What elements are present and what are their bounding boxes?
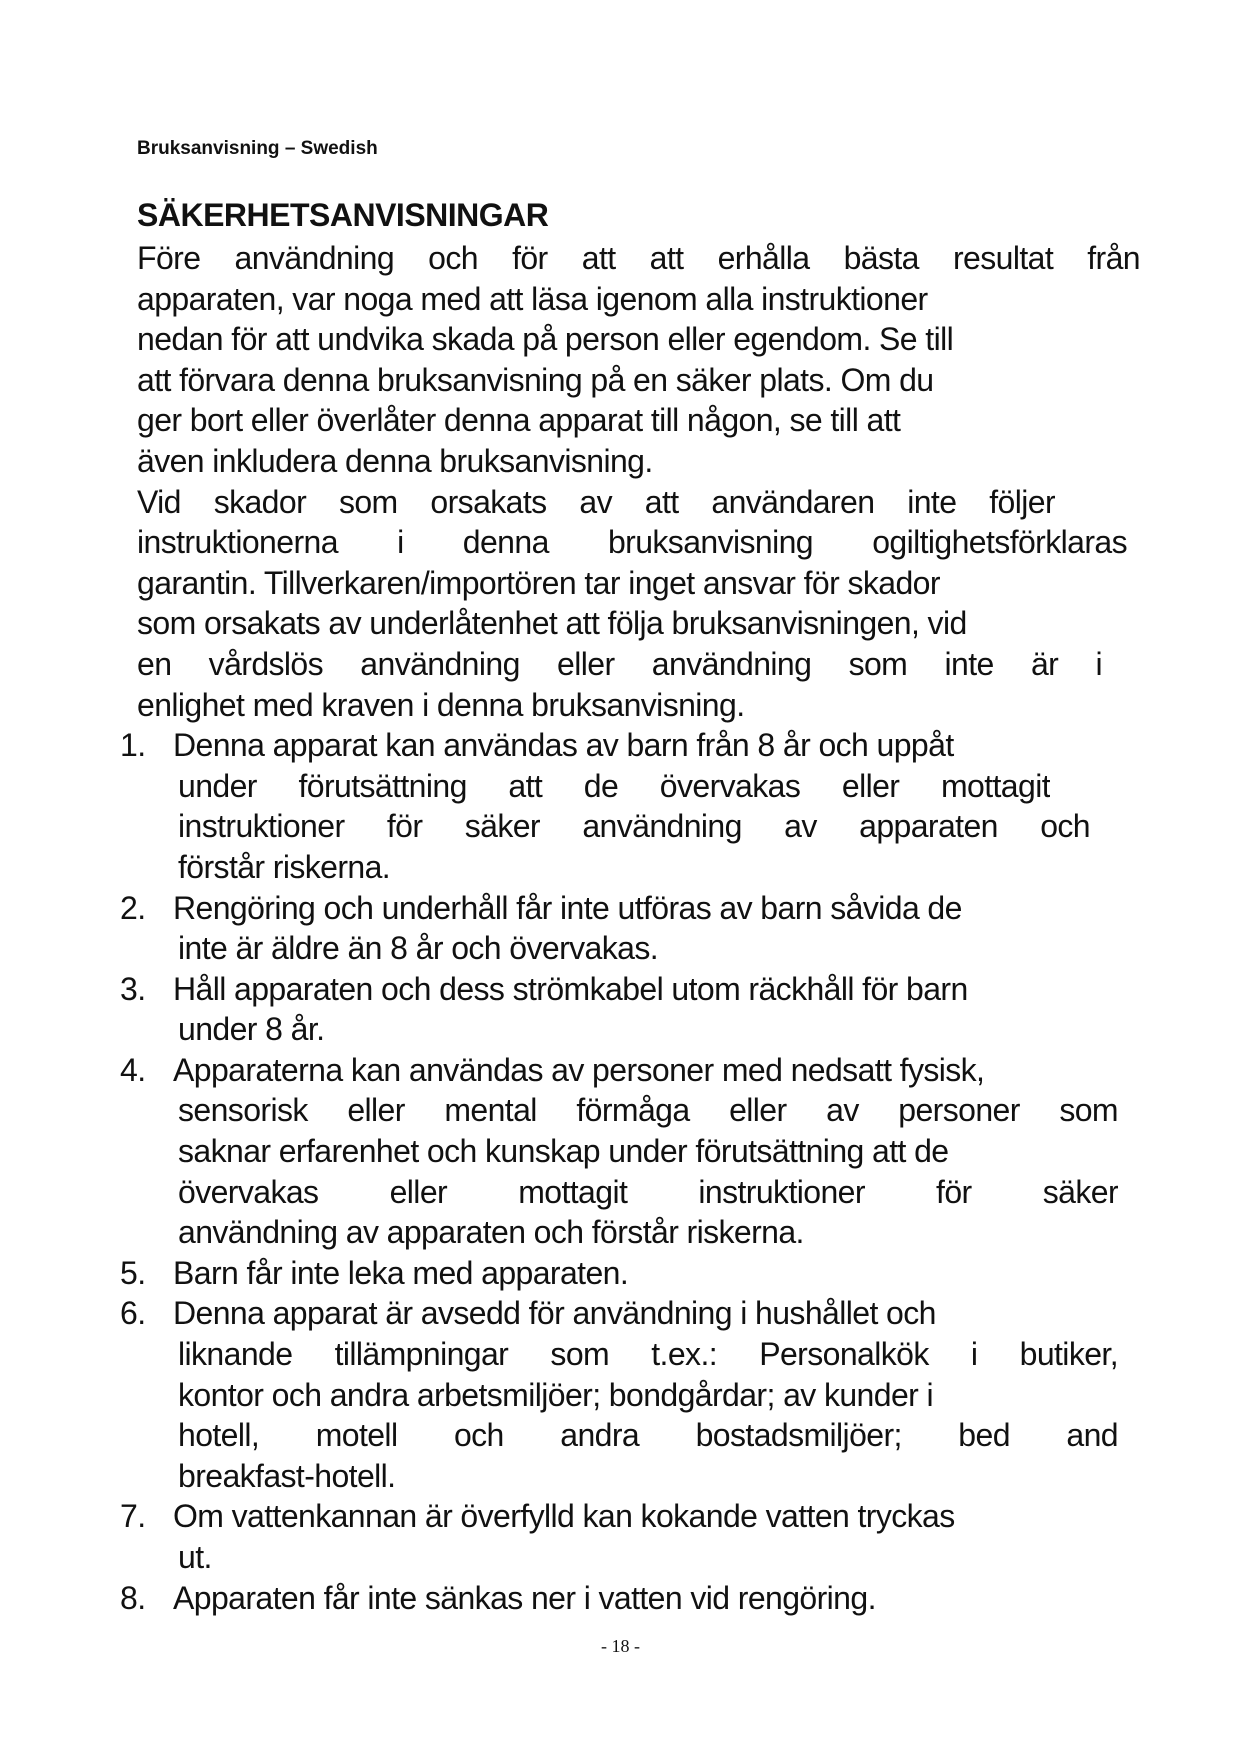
text-line: Före användning och för att att erhålla bästa resultat från: [137, 240, 1140, 276]
intro-paragraph: [137, 238, 1140, 482]
text-line: Vid skador som orsakats av att användaren inte följer: [137, 483, 1055, 520]
text-line: apparaten, var noga med att läsa igenom alla instruktioner: [137, 280, 928, 317]
text-line: även inkludera denna bruksanvisning.: [137, 442, 653, 479]
text-line: Håll apparaten och dess strömkabel utom räckhåll för barn: [173, 970, 968, 1007]
text-line: under 8 år.: [178, 1011, 325, 1048]
text-line: nedan för att undvika skada på person eller egendom. Se till: [137, 321, 954, 358]
warranty-paragraph: [137, 482, 1140, 726]
text-line: Denna apparat är avsedd för användning i hushållet och: [173, 1295, 936, 1332]
document-header: Bruksanvisning – Swedish: [137, 138, 378, 159]
text-line: garantin. Tillverkaren/importören tar inget ansvar för skador: [137, 564, 940, 601]
text-line: sensorisk eller mental förmåga eller av personer som: [178, 1092, 1118, 1129]
text-line: hotell, motell och andra bostadsmiljöer; bed and: [178, 1417, 1118, 1454]
list-item-6: [120, 1293, 1140, 1496]
list-item-5: [120, 1253, 1140, 1294]
text-line: användning av apparaten och förstår riskerna.: [178, 1214, 804, 1251]
text-line: en vårdslös användning eller användning som inte är i: [137, 645, 1102, 682]
list-number: 5.: [120, 1254, 146, 1291]
list-item-4: [120, 1050, 1140, 1253]
text-line: breakfast-hotell.: [178, 1457, 396, 1494]
safety-list: [120, 725, 1140, 1618]
section-title: SÄKERHETSANVISNINGAR: [137, 197, 549, 233]
list-number: 1.: [120, 727, 146, 764]
list-number: 6.: [120, 1295, 146, 1332]
text-line: kontor och andra arbetsmiljöer; bondgårdar; av kunder i: [178, 1376, 934, 1413]
text-line: ger bort eller överlåter denna apparat till någon, se till att: [137, 402, 901, 439]
text-line: instruktionerna i denna bruksanvisning ogiltighetsförklaras: [137, 524, 1127, 561]
text-line: Apparaterna kan användas av personer med nedsatt fysisk,: [173, 1051, 985, 1088]
document-body: [120, 238, 1140, 1618]
text-line: instruktioner för säker användning av apparaten och: [178, 808, 1090, 845]
page-number: - 18 -: [601, 1636, 640, 1656]
list-number: 7.: [120, 1498, 146, 1535]
text-line: liknande tillämpningar som t.ex.: Personalkök i butiker,: [178, 1336, 1118, 1373]
text-line: Denna apparat kan användas av barn från 8 år och uppåt: [173, 727, 954, 764]
list-item-7: [120, 1496, 1140, 1577]
list-number: 4.: [120, 1051, 146, 1088]
text-line: att förvara denna bruksanvisning på en säker plats. Om du: [137, 361, 934, 398]
text-line: Apparaten får inte sänkas ner i vatten vid rengöring.: [173, 1579, 876, 1616]
text-line: ut.: [178, 1539, 212, 1575]
text-line: inte är äldre än 8 år och övervakas.: [178, 930, 659, 967]
text-line: övervakas eller mottagit instruktioner för säker: [178, 1173, 1118, 1210]
list-number: 2.: [120, 889, 146, 926]
text-line: under förutsättning att de övervakas eller mottagit: [178, 767, 1050, 804]
list-item-3: [120, 969, 1140, 1050]
text-line: Rengöring och underhåll får inte utföras av barn såvida de: [173, 889, 962, 926]
text-line: förstår riskerna.: [178, 848, 391, 885]
list-item-2: [120, 888, 1140, 969]
text-line: saknar erfarenhet och kunskap under förutsättning att de: [178, 1133, 949, 1170]
text-line: Om vattenkannan är överfylld kan kokande vatten tryckas: [173, 1498, 955, 1535]
text-line: Barn får inte leka med apparaten.: [173, 1254, 629, 1291]
list-item-8: [120, 1578, 1140, 1619]
list-number: 8.: [120, 1579, 146, 1616]
list-number: 3.: [120, 970, 146, 1007]
text-line: enlighet med kraven i denna bruksanvisning.: [137, 686, 745, 723]
list-item-1: [120, 725, 1140, 887]
text-line: som orsakats av underlåtenhet att följa bruksanvisningen, vid: [137, 605, 967, 642]
